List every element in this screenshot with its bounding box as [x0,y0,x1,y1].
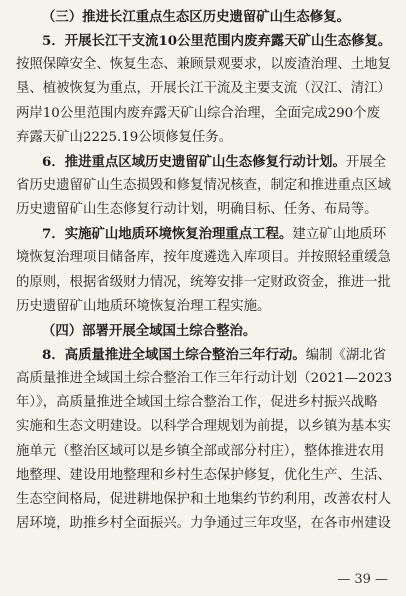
item-text: 编制《湖北省 [305,347,387,363]
text-line: 实施和生态文明建设。以科学合理规划为前提，以乡镇为基本实 [16,419,391,435]
text-line: 年）》，高质量推进全域国土综合整治工作，促进乡村振兴战略 [16,395,378,411]
page-number: — 39 — [337,572,388,587]
body-text [16,5,394,536]
item-text: 建立矿山地质环 [292,227,387,243]
text-line: 施单元（整治区域可以是乡镇全部或部分村庄），整体推进农用 [16,443,385,459]
text-line: 地整理、建设用地整理和乡村生态保护修复，优化生产、生活、 [16,467,391,483]
text-line: 弃露天矿山2225.19公顷修复任务。 [16,129,233,145]
section-heading: （四）部署开展全域国土综合整治。 [42,322,257,339]
paragraph-first-line [16,29,394,53]
text-line: 垦、植被恢复为重点，开展长江干流及主要支流（汉江、清江） [16,81,391,97]
text-line: 生态空间格局，促进耕地保护和土地集约节约利用，改善农村人 [16,491,391,507]
item-title: 8．高质量推进全域国土综合整治三年行动。 [42,346,306,363]
item-title: 7．实施矿山地质环境恢复治理重点工程。 [42,226,293,243]
text-line: 境恢复治理项目储备库，按年度遴选入库项目。并按照轻重缓急 [16,250,391,266]
paragraph-first-line [16,222,394,246]
section-heading: （三）推进长江重点生态区历史遗留矿山生态修复。 [42,9,350,25]
item-title: 6．推进重点区域历史遗留矿山生态修复行动计划。 [42,153,346,170]
text-line: 两岸10公里范围内废弃露天矿山综合治理，全面完成290个废 [16,105,380,121]
item-title: 5．开展长江干支流10公里范围内废弃露天矿山生态修复。 [42,33,392,50]
text-line: 高质量推进全域国土综合整治工作三年行动计划（2021—2023 [16,371,393,387]
text-line: 历史遗留矿山生态修复行动计划，明确目标、任务、布局等。 [16,202,378,218]
paragraph-first-line [16,343,394,367]
text-line: 按照保障安全、恢复生态、兼顾景观要求，以废渣治理、土地复 [16,57,391,73]
text-line: 的原则，根据省级财力情况，统筹安排一定财政资金，推进一批 [16,274,391,290]
text-line: 历史遗留矿山地质环境恢复治理工程实施。 [16,298,271,314]
item-text: 开展全 [345,154,387,170]
text-line: 居环境，助推乡村全面振兴。力争通过三年攻坚，在各市州建设 [16,515,391,531]
paragraph-first-line [16,150,394,174]
text-line: 省历史遗留矿山生态损毁和修复情况核查，制定和推进重点区域 [16,177,391,193]
